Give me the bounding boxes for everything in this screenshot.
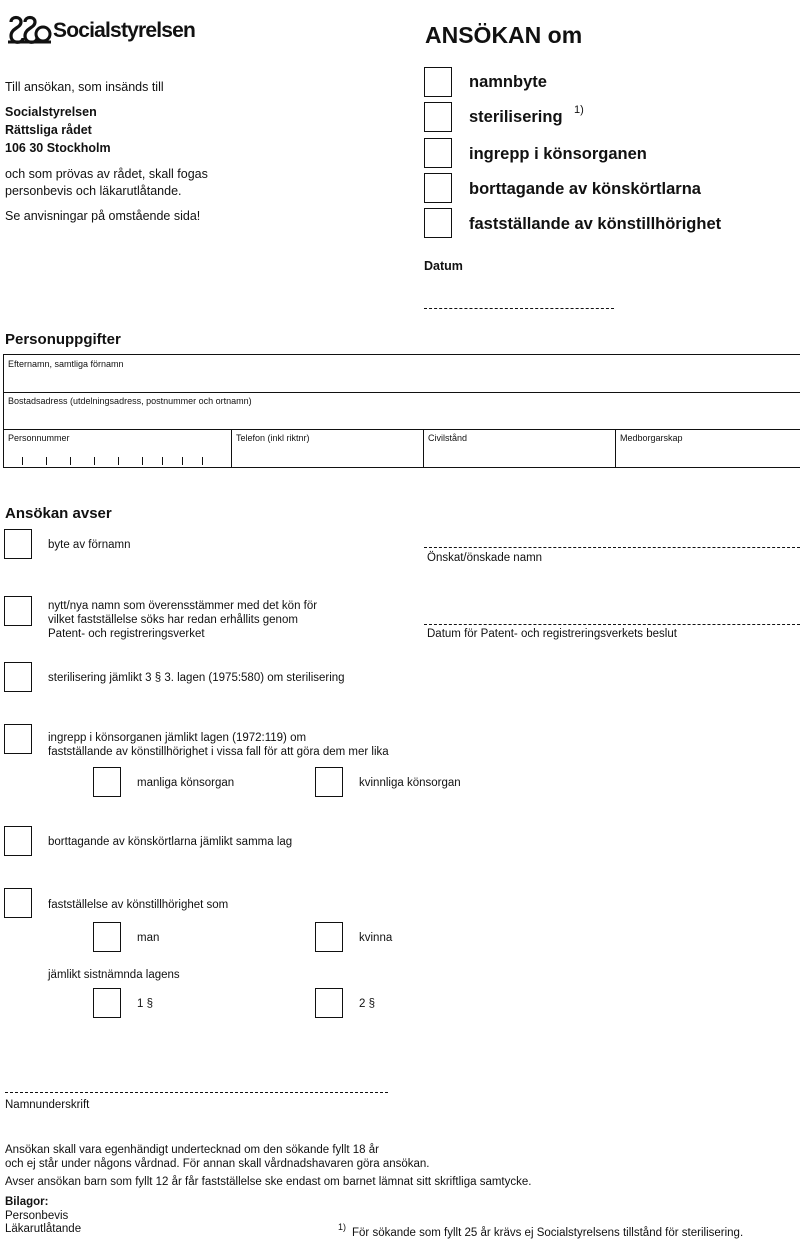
date-label: Datum [424, 259, 463, 273]
option-label-ingrepp: ingrepp i könsorganen [469, 145, 647, 163]
option-checkbox-namnbyte[interactable] [424, 67, 452, 97]
prv-date-label: Datum för Patent- och registreringsverkets beslut [427, 628, 677, 640]
signature-note-line-2: och ej står under någons vårdnad. För annan skall vårdnadshavaren göra ansökan. [5, 1158, 430, 1170]
child-consent-note: Avser ansökan barn som fyllt 12 år får fastställelse ske endast om barnet lämnat sitt skriftliga samtycke. [5, 1176, 532, 1188]
address-line-3: 106 30 Stockholm [5, 141, 111, 155]
socialstyrelsen-logo [5, 14, 215, 46]
prv-date-field[interactable] [424, 624, 800, 625]
date-field[interactable] [424, 308, 614, 309]
name-field[interactable] [4, 370, 800, 392]
option-checkbox-sterilisering[interactable] [424, 102, 452, 132]
according-to-label: jämlikt sistnämnda lagens [48, 969, 180, 981]
gender-assign-checkbox[interactable] [4, 888, 32, 918]
signature-label: Namnunderskrift [5, 1099, 90, 1111]
phone-label: Telefon (inkl riktnr) [236, 433, 310, 443]
female-organs-label: kvinnliga könsorgan [359, 777, 461, 789]
option-label-namnbyte: namnbyte [469, 73, 547, 91]
citizenship-label: Medborgarskap [620, 433, 683, 443]
attachments-heading: Bilagor: [5, 1196, 49, 1208]
option-label-sterilisering: sterilisering [469, 108, 563, 126]
intro-line: Till ansökan, som insänds till [5, 80, 164, 94]
personnummer-label: Personnummer [8, 433, 70, 443]
personal-row-divider-1 [3, 392, 800, 393]
footnote-marker: 1) [574, 104, 584, 116]
footnote-number: 1) [338, 1222, 347, 1232]
woman-label: kvinna [359, 932, 393, 944]
address-field-label: Bostadsadress (utdelningsadress, postnummer och ortnamn) [8, 396, 252, 406]
application-heading: Ansökan avser [5, 505, 112, 522]
male-organs-label: manliga könsorgan [137, 777, 235, 789]
wished-name-label: Önskat/önskade namn [427, 552, 543, 564]
man-checkbox[interactable] [93, 922, 121, 952]
signature-field[interactable] [5, 1092, 388, 1093]
new-name-line-3: Patent- och registreringsverket [48, 628, 205, 640]
option-label-konskortlarna: borttagande av könskörtlarna [469, 180, 701, 198]
intro-para-line-1: och som prövas av rådet, skall fogas [5, 167, 208, 181]
option-checkbox-ingrepp[interactable] [424, 138, 452, 168]
logo-text: Socialstyrelsen [53, 19, 196, 42]
gender-assign-label: fastställelse av könstillhörighet som [48, 899, 229, 911]
signature-note-line-1: Ansökan skall vara egenhändigt undertecknad om den sökande fyllt 18 år [5, 1144, 379, 1156]
surgery-line-2: fastställande av könstillhörighet i vissa fall för att göra dem mer lika [48, 746, 389, 758]
woman-checkbox[interactable] [315, 922, 343, 952]
female-organs-checkbox[interactable] [315, 767, 343, 797]
option-checkbox-konskortlarna[interactable] [424, 173, 452, 203]
personal-heading: Personuppgifter [5, 331, 121, 348]
option-label-konstillhorighet: fastställande av könstillhörighet [469, 215, 722, 233]
intro-para-line-2: personbevis och läkarutlåtande. [5, 184, 182, 198]
personal-table-top [3, 354, 800, 355]
paragraph-2-label: 2 § [359, 998, 375, 1010]
paragraph-1-label: 1 § [137, 998, 153, 1010]
male-organs-checkbox[interactable] [93, 767, 121, 797]
man-label: man [137, 932, 160, 944]
paragraph-2-checkbox[interactable] [315, 988, 343, 1018]
sterilization-checkbox[interactable] [4, 662, 32, 692]
new-name-line-2: vilket fastställelse söks har redan erhållits genom [48, 614, 298, 626]
gonads-checkbox[interactable] [4, 826, 32, 856]
gonads-label: borttagande av könskörtlarna jämlikt samma lag [48, 836, 293, 848]
form-title: ANSÖKAN om [425, 22, 583, 48]
name-change-label: byte av förnamn [48, 539, 131, 551]
phone-field[interactable] [232, 445, 422, 467]
address-line-2: Rättsliga rådet [5, 123, 92, 137]
attachment-lakarutlatande: Läkarutlåtande [5, 1223, 82, 1235]
new-name-checkbox[interactable] [4, 596, 32, 626]
paragraph-1-checkbox[interactable] [93, 988, 121, 1018]
attachment-personbevis: Personbevis [5, 1210, 69, 1222]
name-field-label: Efternamn, samtliga förnamn [8, 359, 124, 369]
logo-emblem-icon [5, 14, 53, 46]
civil-status-label: Civilstånd [428, 433, 468, 443]
instructions-note: Se anvisningar på omstående sida! [5, 209, 201, 223]
name-change-checkbox[interactable] [4, 529, 32, 559]
civil-status-field[interactable] [424, 445, 614, 467]
personnummer-field[interactable] [4, 445, 230, 467]
address-field[interactable] [4, 407, 800, 429]
personal-row-divider-2 [3, 429, 800, 430]
citizenship-field[interactable] [616, 445, 800, 467]
sterilization-label: sterilisering jämlikt 3 § 3. lagen (1975:580) om sterilisering [48, 672, 345, 684]
option-checkbox-konstillhorighet[interactable] [424, 208, 452, 238]
surgery-line-1: ingrepp i könsorganen jämlikt lagen (1972:119) om [48, 732, 307, 744]
surgery-checkbox[interactable] [4, 724, 32, 754]
address-line-1: Socialstyrelsen [5, 105, 97, 119]
footnote-text: För sökande som fyllt 25 år krävs ej Socialstyrelsens tillstånd för sterilisering. [352, 1227, 744, 1239]
wished-name-field[interactable] [424, 547, 800, 548]
personal-table-bottom [3, 467, 800, 468]
new-name-line-1: nytt/nya namn som överensstämmer med det kön för [48, 600, 318, 612]
